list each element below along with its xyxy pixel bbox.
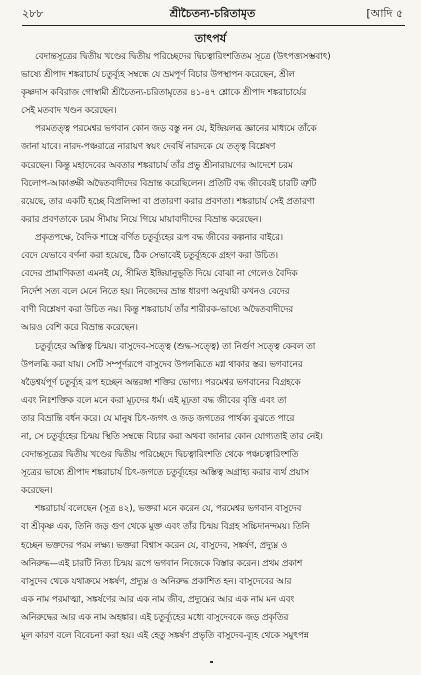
- footer-mark: [210, 661, 213, 663]
- page-number: ২৮৮: [22, 7, 44, 20]
- text-line: করেছেন। কিন্তু মহাদেবের অবতার শঙ্করাচার্য তাঁর প্রভু শ্রীনারায়ণের আদেশে চরম: [21, 160, 293, 171]
- text-line: তার বিভ্রান্তি বর্ধন করে। যে মানুষ চিৎ-জগৎ ও জড় জগতের পার্থক্য বুঝতে পারে: [21, 413, 295, 424]
- text-line: না, সে চতুর্ব্যূহের চিন্ময় স্থিতি সম্বন্ধে বিচার করা অথবা জানার কোন যোগ্যতাই তার নেই।: [21, 431, 323, 442]
- header-rule: [22, 25, 405, 26]
- page-header: [22, 4, 403, 24]
- text-line: শঙ্করাচার্য বলেছেন (সূত্র ৪২), ভক্তরা মনে করেন যে, পরমেশ্বর ভগবান বাসুদেব: [35, 504, 302, 515]
- text-line: বেদের প্রামাণিকতা এমনই যে, সীমিত ইন্দ্রিয়ানুভূতি দিয়ে বোঝা না গেলেও বৈদিক: [21, 269, 298, 280]
- text-line: বিলোপ-আকাঙ্ক্ষী অদ্বৈতবাদীদের বিভ্রান্ত করেছিলেন। প্রতিটি বদ্ধ জীবেরই চারটি ত্রুটি: [21, 178, 317, 189]
- text-line: কৃষ্ণদাস কবিরাজ গোস্বামী শ্রীচৈতন্য-চরিতামৃতের ৪১-৪৭ শ্লোকে শ্রীপাদ শঙ্করাচার্যের: [21, 88, 307, 99]
- text-line: আরও বেশি করে বিভ্রান্ত করেছেন।: [21, 323, 138, 334]
- text-line: অনিরুদ্ধ—এই চারটি নিত্য চিন্ময় রূপে ভগবান নিজেকে বিস্তার করেন। প্রথম প্রকাশ: [21, 558, 303, 569]
- text-line: প্রকৃতপক্ষে, বৈদিক শাস্ত্রে বর্ণিত চতুর্ব্যূহের রূপ বদ্ধ জীবের কল্পনার বাইরে।: [35, 232, 283, 243]
- text-line: করেছেন।: [21, 486, 53, 497]
- text-line: বাসুদেব থেকে যথাক্রমে সঙ্কর্ষণ, প্রদ্যুম্ন ও অনিরুদ্ধ প্রকাশিত হন। বাসুদেবের আর: [21, 576, 292, 587]
- text-line: অনিরুদ্ধের আর এক নাম অহঙ্কার। এই চতুর্ব্যূহের মধ্যে বাসুদেবকে জড় প্রকৃতির: [21, 612, 289, 623]
- text-line: সেই মতবাদ খণ্ডন করেছেন।: [21, 106, 117, 117]
- text-line: রয়েছে, তার একটি হচ্ছে বিপ্রলিপ্সা বা প্রতারণা করার প্রবণতা। শঙ্করাচার্য সেই প্রতারণা: [21, 196, 315, 207]
- text-line: এক নাম পরমাত্মা, সঙ্কর্ষণের আর এক নাম জীব, প্রদ্যুম্নের আর এক নাম মন এবং: [21, 594, 295, 605]
- purport-body: [21, 48, 404, 645]
- text-line: জানা যাবে। নারদ-পঞ্চরাত্রে নারায়ণ স্বয়ং দেবর্ষি নারদকে যে তত্ত্ব বিশ্লেষণ: [21, 142, 276, 153]
- chapter-marker: [আদি ৫: [366, 7, 403, 20]
- text-line: করার প্রবণতাকে চরম সীমায় নিয়ে গিয়ে মায়াবাদীদের বিভ্রান্ত করেছেন।: [21, 214, 262, 225]
- text-line: নির্দেশ সত্য বলে মেনে নিতে হয়। নিজেদের ভ্রান্ত ধারণা অনুযায়ী কখনও বেদের: [21, 287, 290, 298]
- text-line: চতুর্ব্যূহের অস্তিত্ব চিন্ময়। বাসুদেব-সত্ত্বে (শুদ্ধ-সত্ত্বে) তা নির্গুণ সত্ত্বে কেবল তা: [35, 341, 316, 352]
- book-title: শ্রীচৈতন্য-চরিতামৃত: [169, 7, 256, 20]
- text-line: ষড়ৈশ্বর্যপূর্ণ চতুর্ব্যূহ রূপ হচ্ছেন অন্তরঙ্গা শক্তির ভোগ্য। পরমেশ্বর ভগবানের বিগ্রহকে: [21, 377, 301, 388]
- text-line: উপলব্ধি করা যায়। সেটি সম্পূর্ণরূপে বাসুদেব উপলব্ধিতে মগ্ন থাকার স্তর। ভগবানের: [21, 359, 303, 370]
- text-line: এবং নিঃশক্তিক বলে মনে করা মূঢ়দের ধর্ম। এই মূঢ়তা বদ্ধ জীবের বৃত্তি এবং তা: [21, 395, 287, 406]
- text-line: বাণী বিশ্লেষণ করা উচিত নয়। কিন্তু শঙ্করাচার্য তাঁর শারীরক-ভাষ্যে অদ্বৈতবাদীদের: [21, 305, 294, 316]
- text-line: ভাষ্যে শ্রীপাদ শঙ্করাচার্য চতুর্ব্যূহ সম্বন্ধে যে ভ্রমপূর্ণ বিচার উপস্থাপন করেছেন, শ্রীল: [21, 70, 295, 81]
- text-line: সূত্রের ভাষ্যে শ্রীপাদ শঙ্করাচার্য চিৎ-জগতে চতুর্ব্যূহের অস্তিত্ব অগ্রাহ্য করার ব্যর্থ প্রয়াস: [21, 468, 309, 479]
- text-line: বেদান্তসূত্রের দ্বিতীয় খণ্ডের দ্বিতীয় পরিচ্ছেদের দ্বিচত্বারিংশতিতম সূত্রে (উৎপত্ত্যসম্ভবাৎ): [35, 52, 331, 62]
- text-line: বেদে যেভাবে বর্ণনা করা হয়েছে, ঠিক সেভাবেই চতুর্ব্যূহকে গ্রহণ করা উচিত।: [21, 251, 279, 262]
- purport-heading: তাৎপর্য: [194, 32, 227, 45]
- text-line: মূল কারণ বলে বিবেচনা করা হয়। এই হেতু সঙ্কর্ষণ প্রভৃতি বাসুদেব-ব্যূহ থেকে সমুৎপন্ন: [21, 631, 309, 641]
- text-line: পরমতত্ত্ব পরমেশ্বর ভগবান কোন জড় বস্তু নন যে, ইন্দ্রিয়লব্ধ জ্ঞানের মাধ্যমে তাঁকে: [35, 124, 317, 135]
- text-line: হচ্ছেন ভক্তদের পরম লক্ষ্য। ভক্তরা বিশ্বাস করেন যে, বাসুদেব, সঙ্কর্ষণ, প্রদ্যুম্ন ও: [21, 540, 288, 551]
- text-line: বেদান্তসূত্রের দ্বিতীয় খণ্ডের দ্বিতীয় পরিচ্ছেদে দ্বিচত্বারিংশতি থেকে পঞ্চচত্বারিংশতি: [21, 450, 299, 461]
- text-line: বা শ্রীকৃষ্ণ এক, তিনি জড় গুণ থেকে মুক্ত এবং তাঁর চিন্ময় বিগ্রহ সচ্চিদানন্দময়। তিনি: [21, 522, 310, 533]
